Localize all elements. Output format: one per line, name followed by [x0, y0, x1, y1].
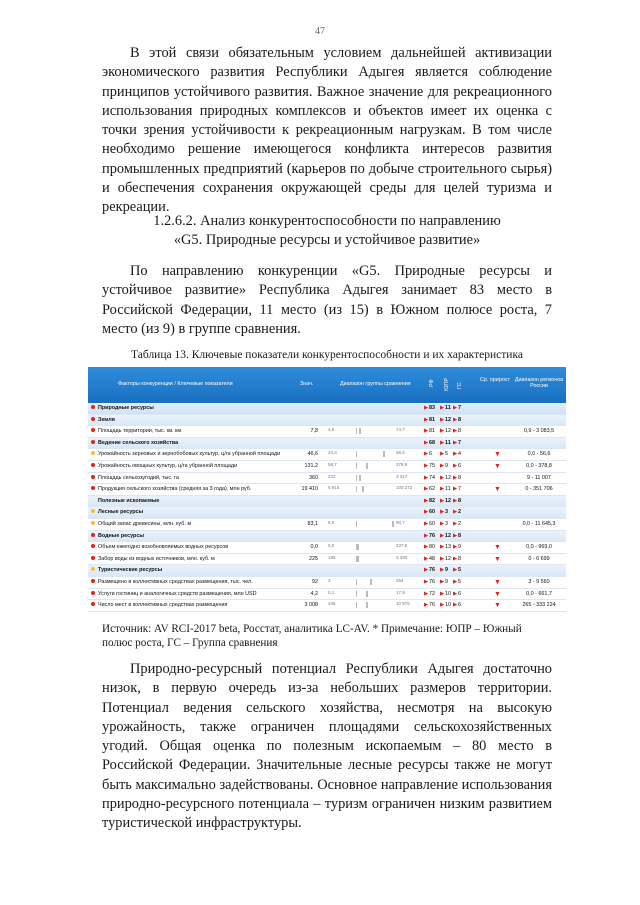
row-label: Площадь территории, тыс. кв. км — [98, 428, 182, 435]
rank-gs: 8 — [458, 428, 461, 435]
rank-flag-icon: ▶ — [424, 428, 429, 435]
header-gs: ГС — [457, 382, 463, 389]
status-bullet — [91, 405, 95, 409]
rank-yupr: 5 — [445, 451, 448, 458]
rank-flag-icon: ▶ — [440, 520, 445, 527]
status-bullet — [91, 591, 95, 595]
status-bullet — [91, 451, 95, 455]
region-range: 265 - 333 224 — [522, 602, 556, 609]
range-min: 3 — [328, 577, 331, 583]
rank-yupr: 10 — [445, 602, 451, 609]
range-min: 58,7 — [328, 461, 337, 467]
rank-yupr: 12 — [445, 555, 451, 562]
status-bullet — [91, 463, 95, 467]
row-label: Размещено в коллективных средствах размещения, тыс. чел. — [98, 578, 253, 585]
range-max: 56,6 — [396, 450, 405, 456]
range-marker — [392, 521, 394, 527]
table-row — [88, 589, 566, 601]
row-label: Забор воды из водных источников, млн. куб. м — [98, 555, 215, 562]
rank-yupr: 10 — [445, 590, 451, 597]
range-min: 188 — [328, 554, 336, 560]
rank-flag-icon: ▶ — [453, 544, 458, 551]
rank-flag-icon: ▶ — [453, 567, 458, 574]
rank-flag-icon: ▶ — [453, 428, 458, 435]
trend-icon: ▼ — [494, 486, 501, 494]
region-range: 0 - 6 699 — [528, 555, 550, 562]
row-value: 225 — [309, 555, 318, 562]
rank-rf: 60 — [429, 520, 435, 527]
rank-gs: 7 — [458, 439, 461, 446]
rank-flag-icon: ▶ — [453, 439, 458, 446]
rank-flag-icon: ▶ — [440, 497, 445, 504]
row-label: Урожайность овощных культур, ц/га убранной площади — [98, 462, 238, 469]
rank-flag-icon: ▶ — [453, 486, 458, 493]
row-value: 7,8 — [310, 428, 318, 435]
range-bar — [356, 521, 397, 527]
row-value: 0,0 — [310, 544, 318, 551]
region-range: 3 - 9 560 — [528, 578, 550, 585]
range-max: 237,6 — [396, 543, 408, 549]
rank-yupr: 11 — [445, 405, 451, 411]
rank-flag-icon: ▶ — [453, 451, 458, 458]
table-row — [88, 600, 566, 612]
row-label: Продукция сельского хозяйства (средняя за 3 года), млн руб. — [98, 486, 252, 493]
rank-flag-icon: ▶ — [440, 439, 445, 446]
range-bar — [356, 602, 397, 608]
header-region-range: Диапазон регионов России — [514, 377, 564, 390]
row-label: Земля — [98, 416, 115, 423]
row-label: Площадь сельхозугодий, тыс. га — [98, 474, 179, 481]
row-label: Услуги гостиниц и аналогичных средств размещения, млн USD — [98, 590, 257, 597]
rank-flag-icon: ▶ — [440, 567, 445, 574]
range-bar — [356, 591, 397, 597]
rank-flag-icon: ▶ — [424, 462, 429, 469]
rank-gs: 8 — [458, 416, 461, 423]
status-bullet — [91, 509, 95, 513]
row-label: Водные ресурсы — [98, 532, 144, 539]
range-max: 17,9 — [396, 589, 405, 595]
table-group-row — [88, 507, 566, 519]
row-label: Объем ежегодно возобновляемых водных ресурсов — [98, 544, 229, 551]
header-factors: Факторы конкуренции / Ключевые показатели — [118, 381, 233, 387]
status-bullet — [91, 533, 95, 537]
rank-flag-icon: ▶ — [453, 578, 458, 585]
range-marker — [366, 602, 368, 608]
range-marker — [362, 486, 364, 492]
range-marker — [359, 428, 361, 434]
range-min: 24,3 — [328, 450, 337, 456]
range-min: 435 — [328, 601, 336, 607]
trend-icon: ▼ — [494, 451, 501, 459]
rank-gs: 8 — [458, 555, 461, 562]
rank-flag-icon: ▶ — [424, 544, 429, 551]
table-header — [88, 367, 566, 403]
rank-flag-icon: ▶ — [440, 416, 445, 423]
indicators-table — [88, 367, 566, 615]
rank-rf: 82 — [429, 497, 435, 504]
rank-flag-icon: ▶ — [424, 509, 429, 516]
rank-yupr: 9 — [445, 567, 448, 574]
range-bar — [356, 475, 397, 481]
status-bullet — [91, 417, 95, 421]
rank-rf: 6 — [429, 451, 432, 458]
table-row — [88, 473, 566, 485]
rank-flag-icon: ▶ — [440, 602, 445, 609]
rank-flag-icon: ▶ — [440, 544, 445, 551]
table-row — [88, 577, 566, 589]
range-bar — [356, 544, 397, 550]
rank-flag-icon: ▶ — [440, 486, 445, 493]
status-bullet — [91, 602, 95, 606]
region-range: 0,0 - 11 645,3 — [522, 520, 556, 527]
range-bar — [356, 486, 397, 492]
range-max: 3 317 — [396, 473, 408, 479]
trend-icon: ▼ — [494, 602, 501, 610]
header-group-range: Диапазон группы сравнения — [340, 381, 411, 387]
rank-gs: 7 — [458, 486, 461, 493]
header-rf: РФ — [429, 379, 435, 387]
row-label: Ведение сельского хозяйства — [98, 439, 179, 446]
table-group-row — [88, 496, 566, 508]
rank-rf: 75 — [429, 462, 435, 469]
rank-rf: 76 — [429, 602, 435, 609]
rank-flag-icon: ▶ — [424, 497, 429, 504]
intro-paragraph: В этой связи обязательным условием дальнейшей активизации экономического развития Республики Адыгея является соблюдение принципов устойчивого развития. Важное значение для рекреационного использования природных комплексов и объектов имеет их оценка с точки зрения устойчивости к рекреационным нагрузкам. В том числе необходимо решение имеющегося конфликта интересов развития промышленных предприятий (карьеров по добыче строительного сырья) и обеспечения сохранения окружающей среды для целей туризма и рекреации. — [102, 45, 552, 216]
rank-gs: 8 — [458, 532, 461, 539]
table-row — [88, 449, 566, 461]
region-range: 0,0 - 378,8 — [526, 462, 552, 469]
region-range: 0 - 351 706 — [525, 486, 553, 493]
rank-flag-icon: ▶ — [440, 578, 445, 585]
table-row — [88, 554, 566, 566]
rank-flag-icon: ▶ — [440, 555, 445, 562]
row-label: Полезные ископаемые — [98, 497, 160, 504]
range-marker — [366, 591, 368, 597]
rank-flag-icon: ▶ — [424, 532, 429, 539]
region-range: 0,9 - 3 083,5 — [523, 428, 555, 435]
range-marker — [366, 463, 368, 469]
range-min: 3,6 — [328, 427, 335, 433]
rank-flag-icon: ▶ — [453, 416, 458, 423]
rank-flag-icon: ▶ — [424, 602, 429, 609]
rank-flag-icon: ▶ — [440, 451, 445, 458]
rank-rf: 48 — [429, 555, 435, 562]
status-bullet — [91, 428, 95, 432]
row-value: 92 — [312, 578, 318, 585]
range-marker — [357, 556, 359, 562]
rank-gs: 9 — [458, 544, 461, 551]
rank-flag-icon: ▶ — [424, 555, 429, 562]
rank-flag-icon: ▶ — [440, 532, 445, 539]
rank-yupr: 3 — [445, 509, 448, 516]
rank-yupr: 11 — [445, 486, 451, 493]
table-source: Источник: AV RCI-2017 beta, Росстат, аналитика LC-AV. * Примечание: ЮПР – Южный полюс роста, ГС – Группа сравнения — [102, 623, 522, 649]
rank-flag-icon: ▶ — [424, 590, 429, 597]
rank-rf: 76 — [429, 578, 435, 585]
rank-gs: 4 — [458, 451, 461, 458]
rank-flag-icon: ▶ — [424, 416, 429, 423]
rank-gs: 6 — [458, 602, 461, 609]
range-bar — [356, 579, 397, 585]
rank-yupr: 12 — [445, 416, 451, 423]
rank-flag-icon: ▶ — [453, 509, 458, 516]
trend-icon: ▼ — [494, 544, 501, 552]
rank-yupr: 3 — [445, 520, 448, 527]
table-group-row — [88, 531, 566, 543]
status-bullet — [91, 567, 95, 571]
table-row — [88, 484, 566, 496]
range-min: 6,5 — [328, 519, 335, 525]
rank-rf: 74 — [429, 474, 435, 481]
rank-flag-icon: ▶ — [453, 532, 458, 539]
section-heading-line1: 1.2.6.2. Анализ конкурентоспособности по направлению — [153, 213, 501, 229]
trend-icon: ▼ — [494, 555, 501, 563]
rank-flag-icon: ▶ — [453, 474, 458, 481]
range-bar — [356, 463, 397, 469]
page-number: 47 — [315, 26, 325, 37]
rank-yupr: 12 — [445, 532, 451, 539]
rank-yupr: 12 — [445, 497, 451, 504]
row-value: 19 410 — [301, 486, 318, 493]
range-max: 90,7 — [396, 519, 405, 525]
trend-icon: ▼ — [494, 462, 501, 470]
header-value: Знач. — [300, 381, 314, 387]
row-label: Лесные ресурсы — [98, 509, 144, 516]
rank-gs: 6 — [458, 462, 461, 469]
header-growth: Ср. прирост — [480, 377, 510, 383]
rank-gs: 8 — [458, 474, 461, 481]
range-marker — [357, 544, 359, 550]
row-label: Природные ресурсы — [98, 405, 154, 411]
rank-rf: 83 — [429, 405, 435, 411]
range-max: 378,8 — [396, 461, 408, 467]
row-value: 131,2 — [304, 462, 318, 469]
rank-rf: 80 — [429, 544, 435, 551]
rank-flag-icon: ▶ — [453, 602, 458, 609]
row-value: 4,2 — [310, 590, 318, 597]
table-group-row — [88, 565, 566, 577]
range-max: 10 876 — [396, 601, 410, 607]
rank-flag-icon: ▶ — [440, 405, 445, 411]
rank-flag-icon: ▶ — [453, 497, 458, 504]
range-min: 0,0 — [328, 543, 335, 549]
table-row — [88, 519, 566, 531]
row-label: Число мест в коллективных средствах размещения — [98, 602, 228, 609]
rank-gs: 8 — [458, 497, 461, 504]
rank-flag-icon: ▶ — [453, 520, 458, 527]
range-min: 0,1 — [328, 589, 335, 595]
rank-yupr: 9 — [445, 578, 448, 585]
range-min: 6 915 — [328, 485, 340, 491]
table-group-row — [88, 403, 566, 415]
rank-rf: 76 — [429, 567, 435, 574]
rank-flag-icon: ▶ — [424, 567, 429, 574]
rank-flag-icon: ▶ — [440, 590, 445, 597]
rank-flag-icon: ▶ — [424, 439, 429, 446]
rank-rf: 81 — [429, 416, 435, 423]
range-bar — [356, 428, 397, 434]
range-marker — [383, 451, 385, 457]
region-range: 0,0 - 969,0 — [526, 544, 552, 551]
rank-yupr: 9 — [445, 462, 448, 469]
range-max: 3 430 — [396, 554, 408, 560]
rank-flag-icon: ▶ — [453, 405, 458, 411]
row-value: 360 — [309, 474, 318, 481]
rank-gs: 2 — [458, 520, 461, 527]
status-bullet — [91, 440, 95, 444]
status-bullet — [91, 486, 95, 490]
trend-icon: ▼ — [494, 578, 501, 586]
table-row — [88, 461, 566, 473]
rank-yupr: 13 — [445, 544, 451, 551]
rank-flag-icon: ▶ — [424, 451, 429, 458]
section-heading-line2: «G5. Природные ресурсы и устойчивое развитие» — [173, 232, 481, 249]
region-range: 0,0 - 661,7 — [526, 590, 552, 597]
range-marker — [359, 475, 361, 481]
rank-flag-icon: ▶ — [424, 405, 429, 411]
table-caption: Таблица 13. Ключевые показатели конкурентоспособности и их характеристика — [131, 349, 523, 361]
row-value: 83,1 — [307, 520, 318, 527]
status-bullet — [91, 556, 95, 560]
rank-flag-icon: ▶ — [440, 509, 445, 516]
rank-gs: 5 — [458, 567, 461, 574]
status-bullet — [91, 521, 95, 525]
region-range: 9 - 11 007 — [527, 474, 551, 481]
header-yupr: ЮПР — [444, 378, 450, 391]
rank-rf: 76 — [429, 532, 435, 539]
rank-flag-icon: ▶ — [453, 590, 458, 597]
table-group-row — [88, 438, 566, 450]
rank-rf: 72 — [429, 590, 435, 597]
region-range: 0,0 - 56,6 — [527, 451, 551, 458]
range-max: 100 272 — [396, 485, 413, 491]
rank-flag-icon: ▶ — [424, 474, 429, 481]
row-label: Общий запас древесины, млн. куб. м — [98, 520, 192, 527]
range-max: 74,7 — [396, 427, 405, 433]
status-bullet — [91, 475, 95, 479]
status-bullet — [91, 544, 95, 548]
rank-gs: 6 — [458, 590, 461, 597]
rank-flag-icon: ▶ — [440, 474, 445, 481]
table-group-row — [88, 415, 566, 427]
row-value: 3 008 — [304, 602, 318, 609]
rank-flag-icon: ▶ — [424, 520, 429, 527]
rank-flag-icon: ▶ — [453, 555, 458, 562]
ranking-paragraph: По направлению конкуренции «G5. Природные ресурсы и устойчивое развитие» Республика Адыгея занимает 83 место в Российской Федерации, 11 место (из 15) в Южном полюсе роста, 7 место (из 9) в группе сравнения. — [102, 263, 552, 337]
row-label: Урожайность зерновых и зернобобовых культур, ц/га убранной площади — [98, 451, 281, 458]
range-bar — [356, 556, 397, 562]
rank-rf: 68 — [429, 439, 435, 446]
trend-icon: ▼ — [494, 590, 501, 598]
rank-flag-icon: ▶ — [453, 462, 458, 469]
row-label: Туристические ресурсы — [98, 567, 163, 574]
rank-rf: 81 — [429, 428, 435, 435]
range-marker — [370, 579, 372, 585]
rank-rf: 62 — [429, 486, 435, 493]
range-min: 222 — [328, 473, 336, 479]
table-row — [88, 542, 566, 554]
section-heading — [102, 212, 552, 251]
rank-flag-icon: ▶ — [424, 486, 429, 493]
table-body — [88, 403, 566, 612]
rank-yupr: 12 — [445, 428, 451, 435]
rank-yupr: 12 — [445, 474, 451, 481]
row-value: 46,6 — [307, 451, 318, 458]
rank-gs: 5 — [458, 578, 461, 585]
rank-gs: 7 — [458, 405, 461, 411]
range-max: 264 — [396, 577, 404, 583]
rank-yupr: 11 — [445, 439, 451, 446]
range-bar — [356, 451, 397, 457]
status-bullet — [91, 579, 95, 583]
rank-flag-icon: ▶ — [440, 428, 445, 435]
rank-flag-icon: ▶ — [424, 578, 429, 585]
rank-flag-icon: ▶ — [440, 462, 445, 469]
rank-gs: 2 — [458, 509, 461, 516]
table-row — [88, 426, 566, 438]
rank-rf: 60 — [429, 509, 435, 516]
conclusion-paragraph: Природно-ресурсный потенциал Республики Адыгея достаточно низок, в первую очередь из-за небольших размеров территории. Потенциал ведения сельского хозяйства, несмотря на высокую урожайность, также ограничен площадями сельскохозяйственных угодий. Общая оценка по полезным ископаемым – 80 место в Российской Федерации. Значительные лесные ресурсы также не могут быть максимально задействованы. Основное направление использования природно-ресурсного потенциала – туризм ограничен низким развитием туристической инфраструктуры. — [102, 661, 552, 832]
